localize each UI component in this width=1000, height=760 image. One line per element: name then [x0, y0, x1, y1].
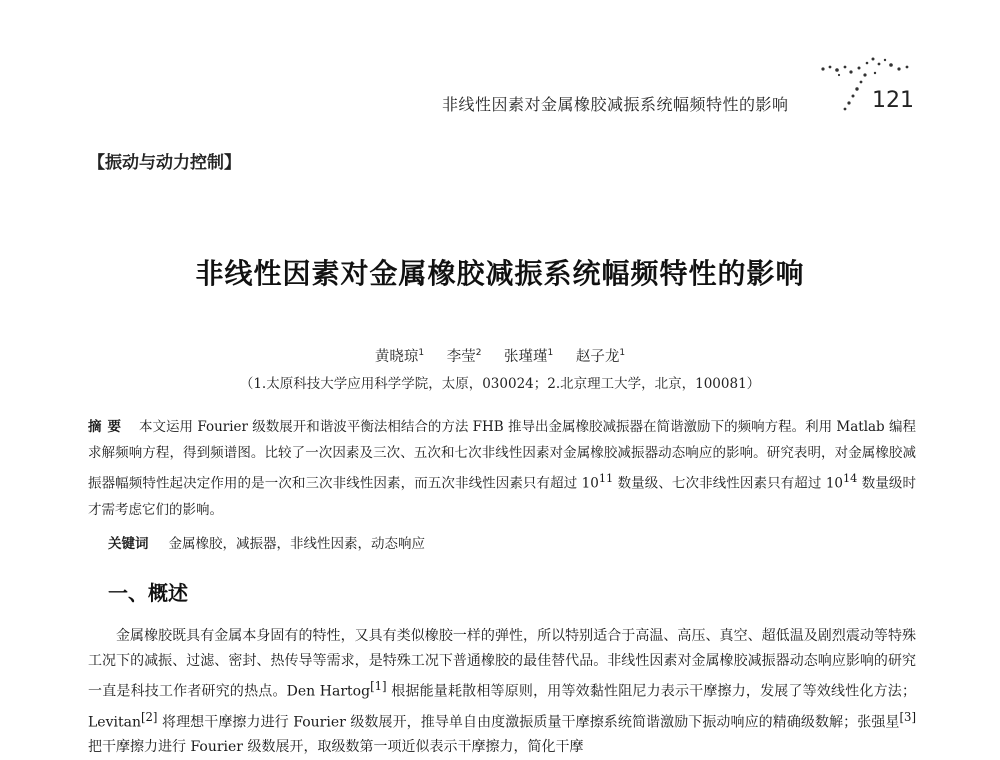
author: [447, 349, 482, 365]
author-name: 黄晓琼: [374, 349, 419, 365]
abstract-text: 数量级、七次非线性因素只有超过 10: [613, 475, 844, 492]
abstract-label: 摘要: [88, 419, 128, 435]
abstract: [88, 414, 916, 523]
author-affiliation-mark: 2: [475, 348, 482, 359]
keywords-text: 金属橡胶，减振器，非线性因素，动态响应: [168, 536, 425, 552]
author: [504, 349, 553, 365]
body-text: 金属橡胶既具有金属本身固有的特性，又具有类似橡胶一样的弹性，所以特别适合于高温、高压、真空、超低温及剧烈震动等特殊工况下的减振、过滤、密封、热传导等需求，是特殊工况下普通橡胶的最佳替代品。非线性因素对金属橡胶减振器动态响应影响的研究一直是科技工作者研究的热点。Den Hartog: [88, 628, 916, 700]
body-paragraph: [88, 624, 916, 760]
running-header-title: 非线性因素对金属橡胶减振系统幅频特性的影响: [442, 95, 789, 114]
abstract-exponent: 14: [843, 472, 858, 485]
author-affiliation-mark: 1: [418, 348, 425, 359]
section-heading: 一、概述: [108, 581, 188, 605]
affiliation: （1.太原科技大学应用科学学院，太原，030024；2.北京理工大学，北京，100081）: [239, 376, 761, 392]
author: [576, 349, 625, 365]
abstract-text: 本文运用 Fourier 级数展开和谐波平衡法相结合的方法 FHB 推导出金属橡胶减振器在简谐激励下的频响方程。利用 Matlab 编程求解频响方程，得到频谱图。比较了一次因素及三次、五次和七次非线性因素对金属橡胶减振器动态响应的影响。研究表明，对金属橡胶减振器幅频特性起决定作用的是一次和三次非线性因素，而五次非线性因素只有超过 10: [88, 419, 917, 492]
citation-mark: [1]: [370, 679, 387, 693]
section-tag: 【振动与动力控制】: [88, 153, 241, 173]
author-list: [0, 345, 1000, 366]
abstract-text: 数量级时才需考虑它们的影响。: [88, 475, 917, 518]
body-text: 根据能量耗散相等原则，用等效黏性阻尼力表示干摩擦力，发展了等效线性化方法；Levitan: [88, 683, 916, 731]
abstract-exponent: 11: [598, 472, 614, 485]
keywords: [108, 532, 425, 552]
citation-mark: [2]: [140, 709, 158, 724]
page-number: 121: [872, 88, 914, 113]
author-name: 李莹: [446, 349, 476, 365]
author-name: 张瑾瑾: [504, 349, 548, 365]
body-text: 把干摩擦力进行 Fourier 级数展开，取级数第一项近似表示干摩擦力，简化干摩: [88, 739, 584, 756]
keywords-label: 关键词: [108, 536, 149, 552]
author-affiliation-mark: 1: [619, 348, 626, 359]
paper-title: 非线性因素对金属橡胶减振系统幅频特性的影响: [195, 257, 805, 290]
author-name: 赵子龙: [575, 349, 620, 365]
body-text: 将理想干摩擦力进行 Fourier 级数展开，推导单自由度激振质量干摩擦系统简谐激励下振动响应的精确级数解；张强星: [157, 714, 900, 731]
citation-mark: [3]: [899, 709, 916, 724]
author-affiliation-mark: 1: [547, 348, 554, 359]
author: [375, 349, 424, 365]
